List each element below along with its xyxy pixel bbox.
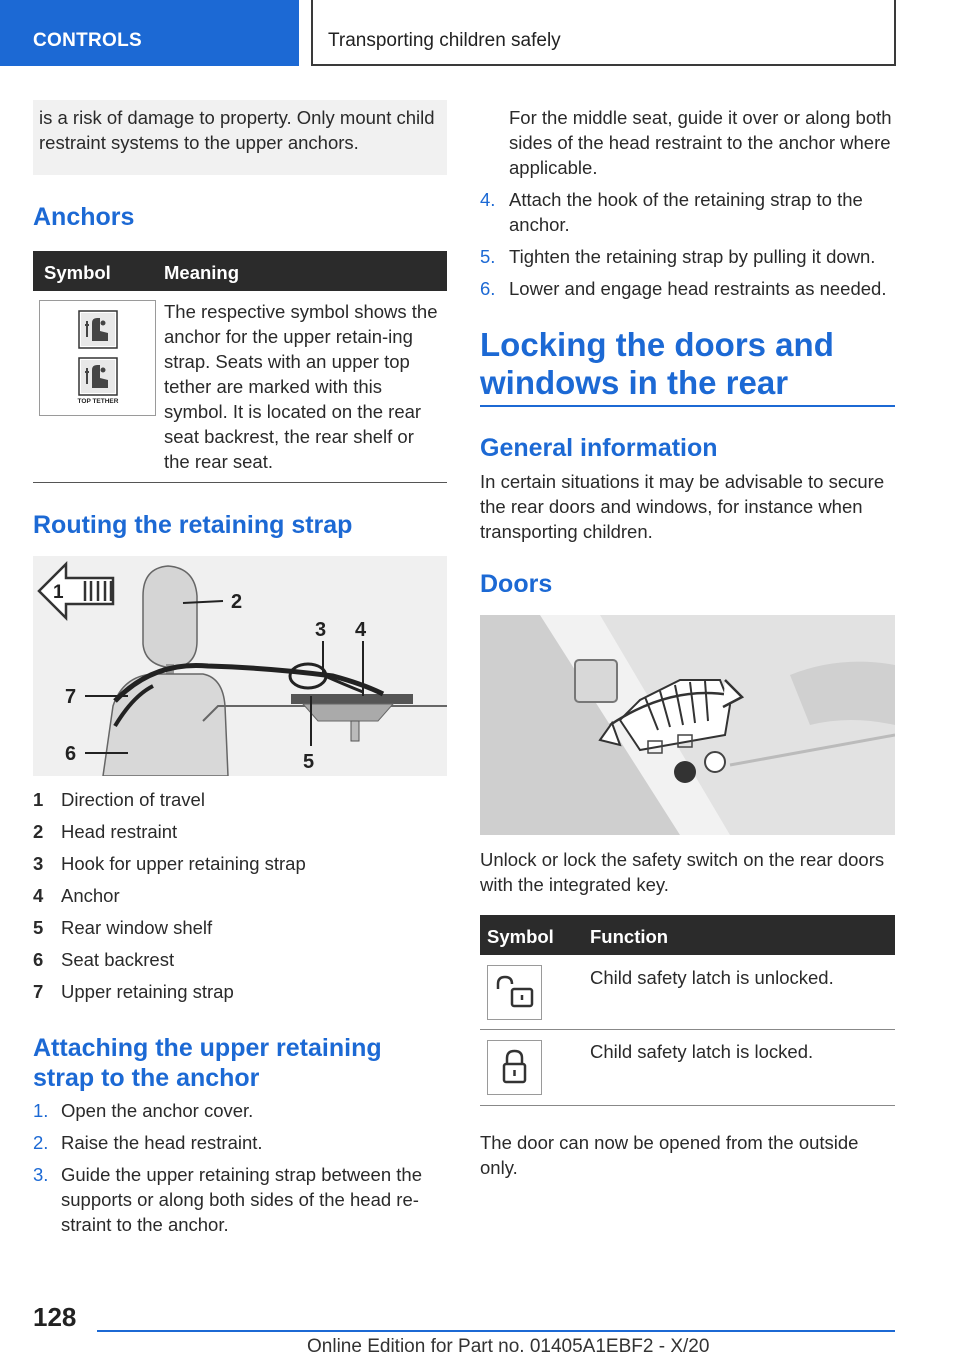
right-column bbox=[480, 100, 895, 1180]
function-table-row bbox=[480, 1030, 895, 1106]
step-item: 3. Guide the upper retaining strap between the supports or along both sides of the head re-straint to the anchor. bbox=[33, 1164, 422, 1235]
locking-heading: Locking the doors and windows in the rear bbox=[480, 326, 834, 401]
routing-figure bbox=[33, 556, 447, 776]
top-tether-symbol bbox=[39, 300, 156, 416]
attaching-steps-continued bbox=[480, 187, 895, 301]
function-table-header bbox=[480, 915, 895, 955]
step-item: 5. Tighten the retaining strap by pulling it down. bbox=[480, 246, 876, 267]
door-switch-figure bbox=[480, 615, 895, 835]
page-number: 128 bbox=[33, 1302, 77, 1332]
section-tab: CONTROLS bbox=[0, 0, 299, 66]
anchor-meaning: The respective symbol shows the anchor for the upper retain-ing strap. Seats with an upper top tether are marked with this symbol. It is located on the rear seat backrest, the rear shelf or the rear seat. bbox=[164, 301, 438, 472]
warning-note: is a risk of damage to property. Only mount child restraint systems to the upper anchors. bbox=[33, 100, 447, 175]
closing-text: The door can now be opened from the outside only. bbox=[480, 1132, 859, 1178]
legend-item: 7 Upper retaining strap bbox=[33, 981, 234, 1002]
col-symbol: Symbol bbox=[487, 926, 554, 947]
page-header bbox=[311, 0, 896, 66]
figure-legend bbox=[33, 789, 447, 1013]
figure-label-6: 6 bbox=[65, 743, 77, 765]
attaching-heading: Attaching the upper retaining strap to the anchor bbox=[33, 1034, 382, 1092]
left-column bbox=[33, 100, 447, 1237]
legend-item: 3 Hook for upper retaining strap bbox=[33, 853, 306, 874]
locked-padlock-icon bbox=[488, 1041, 541, 1094]
edition-text: Online Edition for Part no. 01405A1EBF2 - X/20 bbox=[307, 1336, 710, 1357]
figure-label-7: 7 bbox=[65, 686, 77, 708]
routing-heading: Routing the retaining strap bbox=[33, 511, 353, 539]
anchors-table-header bbox=[33, 251, 447, 291]
step-item: 4. Attach the hook of the retaining strap to the anchor. bbox=[480, 189, 863, 235]
symbol-caption: TOP TETHER bbox=[77, 398, 119, 405]
figure-label-3: 3 bbox=[315, 619, 327, 641]
unlocked-symbol bbox=[487, 965, 542, 1020]
figure-label-4: 4 bbox=[355, 619, 367, 641]
legend-item: 1 Direction of travel bbox=[33, 789, 205, 810]
figure-label-1: 1 bbox=[53, 582, 64, 603]
step-item: 1. Open the anchor cover. bbox=[33, 1100, 254, 1121]
doors-caption: Unlock or lock the safety switch on the rear doors with the integrated key. bbox=[480, 849, 885, 895]
figure-label-5: 5 bbox=[303, 751, 315, 773]
doors-heading: Doors bbox=[480, 570, 553, 598]
step-item: 6. Lower and engage head restraints as needed. bbox=[480, 278, 887, 299]
col-meaning: Meaning bbox=[164, 262, 240, 283]
unlocked-padlock-icon bbox=[488, 966, 541, 1019]
figure-label-2: 2 bbox=[231, 591, 243, 613]
attaching-steps bbox=[33, 1098, 447, 1237]
locked-symbol bbox=[487, 1040, 542, 1095]
footer-rule bbox=[97, 1330, 895, 1332]
door-switch-illustration bbox=[480, 615, 895, 835]
legend-item: 2 Head restraint bbox=[33, 821, 178, 842]
legend-item: 5 Rear window shelf bbox=[33, 917, 213, 938]
page-title: Transporting children safely bbox=[328, 30, 561, 51]
general-info-heading: General information bbox=[480, 434, 718, 462]
unlocked-description: Child safety latch is unlocked. bbox=[590, 967, 834, 988]
step-3-continued: For the middle seat, guide it over or along both sides of the head restraint to the anchor where applicable. bbox=[509, 107, 892, 178]
anchors-heading: Anchors bbox=[33, 203, 135, 231]
legend-item: 6 Seat backrest bbox=[33, 949, 175, 970]
strap-diagram-illustration bbox=[33, 556, 447, 776]
locked-description: Child safety latch is locked. bbox=[590, 1041, 814, 1062]
col-symbol: Symbol bbox=[44, 262, 111, 283]
legend-item: 4 Anchor bbox=[33, 885, 120, 906]
step-item: 2. Raise the head restraint. bbox=[33, 1132, 263, 1153]
top-tether-icon bbox=[40, 301, 155, 415]
function-table-row bbox=[480, 955, 895, 1030]
general-info-text: In certain situations it may be advisable to secure the rear doors and windows, for instance when transporting children. bbox=[480, 471, 885, 542]
heading-rule bbox=[480, 405, 895, 407]
anchors-table-row bbox=[33, 291, 447, 483]
col-function: Function bbox=[590, 926, 669, 947]
